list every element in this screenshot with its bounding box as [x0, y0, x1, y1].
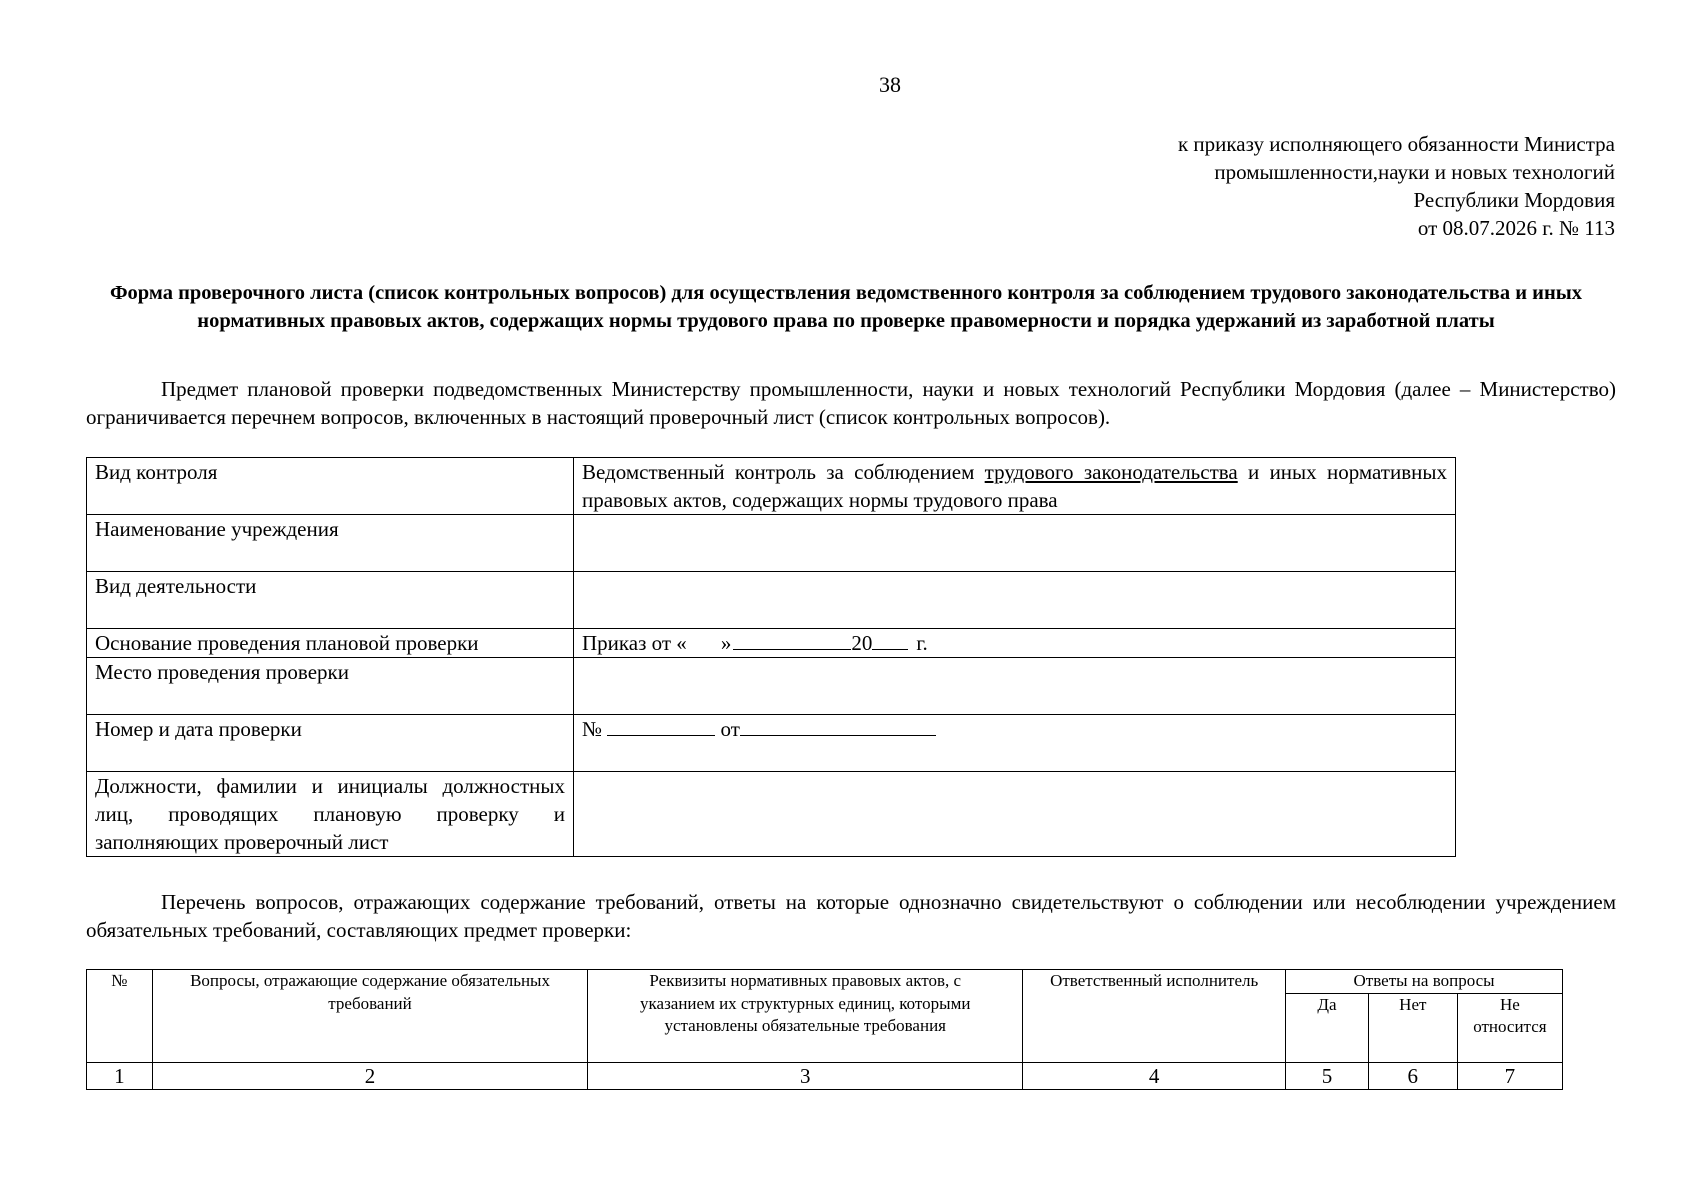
control-type-text-a: Ведомственный контроль за соблюдением	[582, 460, 985, 484]
header-na: Не относится	[1457, 993, 1562, 1062]
column-number: 1	[87, 1062, 153, 1089]
appendix-line-3: Республики Мордовия	[1413, 188, 1615, 212]
header-yes: Да	[1286, 993, 1369, 1062]
institution-value[interactable]	[574, 515, 1456, 572]
questions-list-intro: Перечень вопросов, отражающих содержание требований, ответы на которые однозначно свидетельствуют о соблюдении или несоблюдении учреждением обязательных требований, составляющих предмет проверки:	[86, 890, 1616, 942]
activity-label: Вид деятельности	[87, 572, 574, 629]
header-no: Нет	[1368, 993, 1457, 1062]
column-number: 4	[1023, 1062, 1286, 1089]
number-sign: №	[582, 717, 603, 741]
column-number: 5	[1286, 1062, 1369, 1089]
column-number: 3	[588, 1062, 1023, 1089]
inspection-info-table	[86, 457, 1456, 857]
column-number: 6	[1368, 1062, 1457, 1089]
control-type-label: Вид контроля	[87, 458, 574, 515]
header-requisites: Реквизиты нормативных правовых актов, с указанием их структурных единиц, которыми установлены обязательные требования	[588, 970, 1023, 1063]
basis-value[interactable]	[574, 629, 1456, 658]
header-answers: Ответы на вопросы	[1286, 970, 1563, 994]
activity-value[interactable]	[574, 572, 1456, 629]
labor-law-link[interactable]: трудового законодательства	[984, 460, 1238, 484]
questions-header-row	[87, 970, 1563, 994]
column-numbers-row	[87, 1062, 1563, 1089]
year-blank[interactable]	[872, 629, 908, 650]
document-title: Форма проверочного листа (список контрольных вопросов) для осуществления ведомственного контроля за соблюдением трудового законодательства и иных нормативных правовых актов, содержащих нормы трудового права по проверке правомерности и порядка удержаний из заработной платы	[109, 282, 1583, 332]
row-activity	[87, 572, 1456, 629]
day-blank[interactable]	[687, 630, 721, 650]
number-date-value[interactable]	[574, 715, 1456, 772]
page-number: 38	[879, 72, 901, 97]
from-word: от	[720, 717, 740, 741]
appendix-line-2: промышленности,науки и новых технологий	[1214, 160, 1615, 184]
month-blank[interactable]	[733, 629, 851, 650]
header-question: Вопросы, отражающие содержание обязательных требований	[152, 970, 587, 1063]
basis-quote: »	[720, 631, 732, 655]
officials-value[interactable]	[574, 772, 1456, 857]
column-number: 7	[1457, 1062, 1562, 1089]
number-date-label: Номер и дата проверки	[87, 715, 574, 772]
control-type-value	[574, 458, 1456, 515]
column-number: 2	[152, 1062, 587, 1089]
basis-suffix: г.	[916, 631, 928, 655]
basis-prefix: Приказ от «	[582, 631, 687, 655]
control-type-text-b: и иных нормативных правовых актов, содержащих нормы трудового права	[582, 460, 1447, 512]
appendix-line-1: к приказу исполняющего обязанности Министра	[1177, 132, 1615, 156]
basis-label: Основание проведения плановой проверки	[87, 629, 574, 658]
institution-label: Наименование учреждения	[87, 515, 574, 572]
row-officials	[87, 772, 1456, 857]
place-value[interactable]	[574, 658, 1456, 715]
place-label: Место проведения проверки	[87, 658, 574, 715]
row-control-type	[87, 458, 1456, 515]
row-place	[87, 658, 1456, 715]
date-blank[interactable]	[740, 715, 936, 736]
questions-table	[86, 969, 1563, 1090]
row-institution	[87, 515, 1456, 572]
appendix-reference	[1178, 130, 1615, 242]
appendix-line-4: от 08.07.2026 г. № 113	[1417, 216, 1615, 240]
row-basis	[87, 629, 1456, 658]
basis-year: 20	[851, 631, 873, 655]
number-blank[interactable]	[607, 715, 715, 736]
intro-paragraph: Предмет плановой проверки подведомственных Министерству промышленности, науки и новых технологий Республики Мордовия (далее – Министерство) ограничивается перечнем вопросов, включенных в настоящий проверочный лист (список контрольных вопросов).	[86, 377, 1616, 429]
header-executor: Ответственный исполнитель	[1023, 970, 1286, 1063]
row-number-date	[87, 715, 1456, 772]
officials-label: Должности, фамилии и инициалы должностных лиц, проводящих плановую проверку и заполняющих проверочный лист	[87, 772, 574, 857]
header-num: №	[87, 970, 153, 1063]
